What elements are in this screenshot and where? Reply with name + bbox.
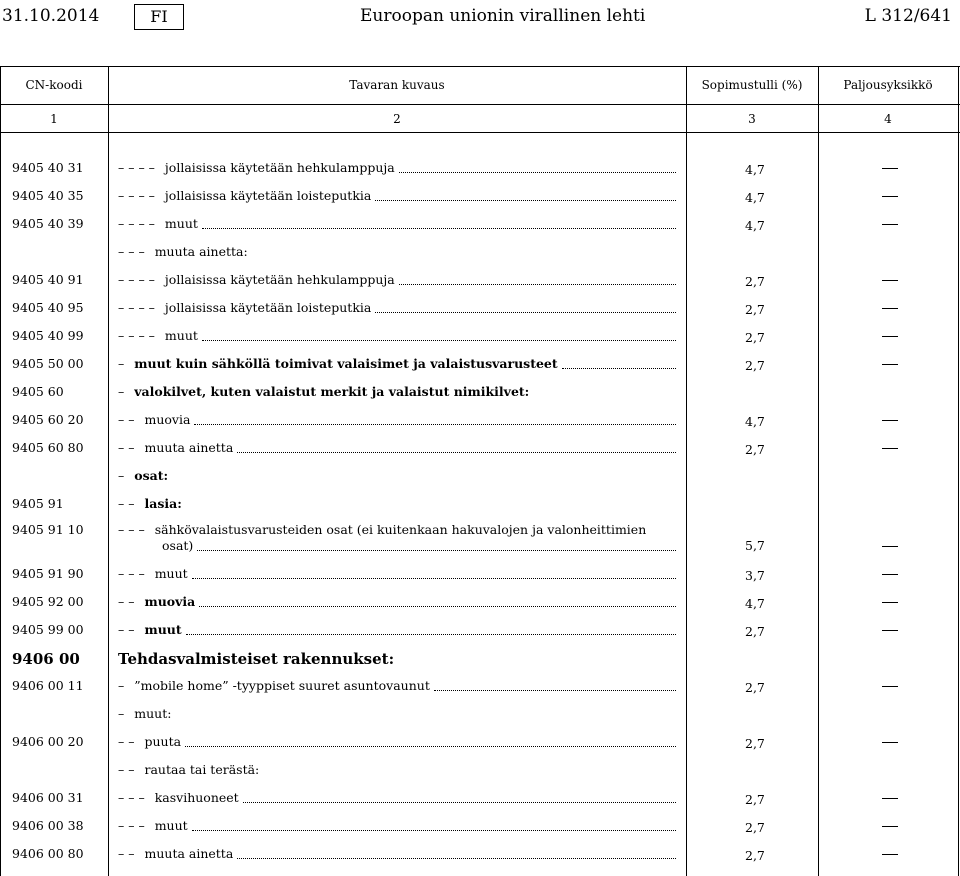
- col-head-cn: CN-koodi: [25, 78, 83, 92]
- unit-dash: [882, 308, 898, 309]
- indent-dashes: – –: [118, 762, 135, 777]
- description-text: jollaisissa käytetään loisteputkia: [164, 300, 372, 315]
- duty-rate: 4,7: [745, 190, 765, 205]
- duty-rate: 2,7: [745, 848, 765, 863]
- table-row: [0, 650, 960, 674]
- duty-rate: 4,7: [745, 414, 765, 429]
- table-row: [0, 328, 960, 352]
- description-text: kasvihuoneet: [154, 790, 239, 805]
- unit-dash: [882, 574, 898, 575]
- col-num-1: 1: [50, 112, 58, 126]
- table-row: [0, 762, 960, 786]
- cn-code: 9406 00 80: [12, 846, 84, 861]
- indent-dashes: – – – –: [118, 300, 155, 315]
- description-text: muut:: [134, 706, 172, 721]
- table-row: [0, 496, 960, 520]
- dot-leader: [202, 340, 676, 341]
- table-row: [0, 440, 960, 464]
- cn-code: 9405 60: [12, 384, 64, 399]
- description-text: muut: [154, 818, 188, 833]
- duty-rate: 2,7: [745, 358, 765, 373]
- goods-description: [118, 468, 678, 483]
- cn-code: 9405 91 10: [12, 522, 84, 537]
- dot-leader: [375, 312, 676, 313]
- cn-code: 9406 00 38: [12, 818, 84, 833]
- tariff-table: [0, 66, 960, 876]
- description-text-continued: osat): [162, 538, 194, 553]
- dot-leader: [237, 452, 676, 453]
- unit-dash: [882, 168, 898, 169]
- cn-code: 9405 40 31: [12, 160, 84, 175]
- table-row: [0, 412, 960, 436]
- description-text: muuta ainetta: [144, 440, 234, 455]
- cn-code: 9405 40 39: [12, 216, 84, 231]
- journal-title: Euroopan unionin virallinen lehti: [360, 6, 646, 26]
- language-code-box: FI: [134, 4, 184, 30]
- dot-leader: [202, 228, 676, 229]
- table-row: [0, 468, 960, 492]
- description-text: valokilvet, kuten valaistut merkit ja valaistut nimikilvet:: [134, 384, 530, 399]
- unit-dash: [882, 742, 898, 743]
- dot-leader: [185, 746, 676, 747]
- dot-leader: [192, 578, 676, 579]
- dot-leader: [375, 200, 676, 201]
- unit-dash: [882, 448, 898, 449]
- indent-dashes: – –: [118, 622, 135, 637]
- table-row: [0, 706, 960, 730]
- indent-dashes: – – –: [118, 244, 145, 259]
- goods-description: [118, 522, 678, 537]
- indent-dashes: – – –: [118, 566, 145, 581]
- dot-leader: [194, 424, 676, 425]
- description-text: muuta ainetta: [144, 846, 234, 861]
- table-row: [0, 790, 960, 814]
- indent-dashes: – – –: [118, 790, 145, 805]
- number-row-divider: [0, 132, 960, 133]
- duty-rate: 2,7: [745, 302, 765, 317]
- unit-dash: [882, 336, 898, 337]
- indent-dashes: – – – –: [118, 216, 155, 231]
- duty-rate: 4,7: [745, 218, 765, 233]
- indent-dashes: –: [118, 384, 125, 399]
- table-row: [0, 846, 960, 870]
- unit-dash: [882, 196, 898, 197]
- description-text: muuta ainetta:: [154, 244, 248, 259]
- unit-dash: [882, 280, 898, 281]
- page-reference: L 312/641: [864, 6, 952, 26]
- dot-leader: [434, 690, 676, 691]
- goods-description: [118, 244, 678, 259]
- table-row: [0, 244, 960, 268]
- description-text: sähkövalaistusvarusteiden osat (ei kuitenkaan hakuvalojen ja valonheittimien: [154, 522, 647, 537]
- description-text: osat:: [134, 468, 169, 483]
- table-row: [0, 300, 960, 324]
- duty-rate: 2,7: [745, 330, 765, 345]
- col-head-rate: Sopimustulli (%): [701, 78, 803, 92]
- col-num-2: 2: [393, 112, 401, 126]
- indent-dashes: –: [118, 706, 125, 721]
- dot-leader: [192, 830, 676, 831]
- duty-rate: 4,7: [745, 162, 765, 177]
- cn-code: 9405 40 99: [12, 328, 84, 343]
- table-row: [0, 160, 960, 184]
- dot-leader: [197, 550, 676, 551]
- description-text: muovia: [144, 594, 196, 609]
- col-head-desc: Tavaran kuvaus: [349, 78, 445, 92]
- indent-dashes: – – –: [118, 818, 145, 833]
- duty-rate: 2,7: [745, 442, 765, 457]
- header-divider: [0, 104, 960, 105]
- table-row: [0, 594, 960, 618]
- table-row: [0, 216, 960, 240]
- indent-dashes: – – – –: [118, 160, 155, 175]
- unit-dash: [882, 224, 898, 225]
- cn-code: 9405 40 35: [12, 188, 84, 203]
- indent-dashes: –: [118, 356, 125, 371]
- unit-dash: [882, 364, 898, 365]
- description-text: rautaa tai terästä:: [144, 762, 260, 777]
- cn-code: 9406 00 20: [12, 734, 84, 749]
- indent-dashes: – – – –: [118, 272, 155, 287]
- dot-leader: [399, 284, 676, 285]
- description-text: muovia: [144, 412, 191, 427]
- col-num-4: 4: [884, 112, 892, 126]
- table-top-border: [0, 66, 960, 67]
- goods-description: [118, 384, 678, 399]
- dot-leader: [399, 172, 676, 173]
- cn-code: 9405 40 95: [12, 300, 84, 315]
- description-text: ”mobile home” -tyyppiset suuret asuntovaunut: [134, 678, 430, 693]
- indent-dashes: – –: [118, 412, 135, 427]
- dot-leader: [562, 368, 676, 369]
- description-text: Tehdasvalmisteiset rakennukset:: [118, 650, 395, 668]
- description-text: lasia:: [144, 496, 182, 511]
- description-text: muut: [144, 622, 182, 637]
- dot-leader: [237, 858, 676, 859]
- duty-rate: 4,7: [745, 596, 765, 611]
- cn-code: 9405 40 91: [12, 272, 84, 287]
- indent-dashes: – – – –: [118, 328, 155, 343]
- unit-dash: [882, 826, 898, 827]
- unit-dash: [882, 420, 898, 421]
- cn-code: 9405 91: [12, 496, 64, 511]
- col-head-unit: Paljousyksikkö: [843, 78, 933, 92]
- duty-rate: 5,7: [745, 538, 765, 553]
- duty-rate: 2,7: [745, 680, 765, 695]
- goods-description: [118, 706, 678, 721]
- indent-dashes: – –: [118, 734, 135, 749]
- cn-code: 9405 60 20: [12, 412, 84, 427]
- description-text: muut: [154, 566, 188, 581]
- indent-dashes: – – –: [118, 522, 145, 537]
- page-header: [0, 0, 960, 40]
- table-row: [0, 188, 960, 212]
- duty-rate: 3,7: [745, 568, 765, 583]
- table-row: [0, 566, 960, 590]
- description-text: muut: [164, 328, 198, 343]
- indent-dashes: –: [118, 678, 125, 693]
- goods-description: [118, 650, 678, 668]
- unit-dash: [882, 602, 898, 603]
- dot-leader: [243, 802, 676, 803]
- description-text: jollaisissa käytetään loisteputkia: [164, 188, 372, 203]
- table-row: [0, 622, 960, 646]
- duty-rate: 2,7: [745, 736, 765, 751]
- cn-code: 9405 91 90: [12, 566, 84, 581]
- cn-code: 9405 50 00: [12, 356, 84, 371]
- table-row: [0, 818, 960, 842]
- table-row: [0, 522, 960, 562]
- dot-leader: [186, 634, 676, 635]
- cn-code: 9405 60 80: [12, 440, 84, 455]
- cn-code: 9406 00 31: [12, 790, 84, 805]
- indent-dashes: – –: [118, 846, 135, 861]
- indent-dashes: –: [118, 468, 125, 483]
- table-row: [0, 384, 960, 408]
- unit-dash: [882, 798, 898, 799]
- description-text: muut: [164, 216, 198, 231]
- description-text: muut kuin sähköllä toimivat valaisimet ja valaistusvarusteet: [134, 356, 558, 371]
- cn-code: 9406 00 11: [12, 678, 84, 693]
- indent-dashes: – –: [118, 496, 135, 511]
- duty-rate: 2,7: [745, 792, 765, 807]
- indent-dashes: – –: [118, 594, 135, 609]
- duty-rate: 2,7: [745, 624, 765, 639]
- cn-code: 9405 99 00: [12, 622, 84, 637]
- duty-rate: 2,7: [745, 274, 765, 289]
- cn-code: 9405 92 00: [12, 594, 84, 609]
- indent-dashes: – – – –: [118, 188, 155, 203]
- cn-code: 9406 00: [12, 650, 80, 668]
- dot-leader: [199, 606, 676, 607]
- unit-dash: [882, 630, 898, 631]
- publication-date: 31.10.2014: [2, 6, 100, 26]
- table-row: [0, 678, 960, 702]
- description-text: jollaisissa käytetään hehkulamppuja: [164, 272, 395, 287]
- description-text: puuta: [144, 734, 182, 749]
- unit-dash: [882, 546, 898, 547]
- description-text: jollaisissa käytetään hehkulamppuja: [164, 160, 395, 175]
- col-num-3: 3: [748, 112, 756, 126]
- duty-rate: 2,7: [745, 820, 765, 835]
- unit-dash: [882, 854, 898, 855]
- table-row: [0, 356, 960, 380]
- table-row: [0, 272, 960, 296]
- indent-dashes: – –: [118, 440, 135, 455]
- goods-description: [118, 762, 678, 777]
- table-row: [0, 734, 960, 758]
- unit-dash: [882, 686, 898, 687]
- goods-description: [118, 496, 678, 511]
